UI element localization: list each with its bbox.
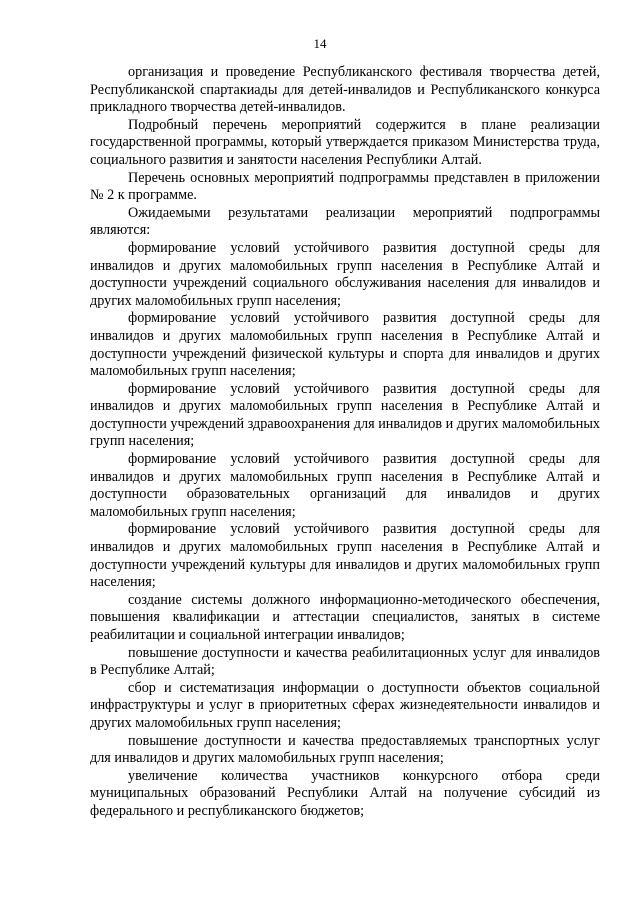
paragraph-festival-events: организация и проведение Республиканского фестиваля творчества детей, Республиканской спартакиады для детей-инвалидов и Республиканского конкурса прикладного творчества детей-инвалидов. <box>90 64 600 116</box>
paragraph-detailed-list: Подробный перечень мероприятий содержится в плане реализации государственной программы, который утверждается приказом Министерства труда, социального развития и занятости населения Республики Алтай. <box>90 116 600 168</box>
paragraph-result-subsidies: увеличение количества участников конкурсного отбора среди муниципальных образований Республики Алтай на получение субсидий из федерального и республиканского бюджетов; <box>90 767 600 819</box>
paragraph-result-rehabilitation: повышение доступности и качества реабилитационных услуг для инвалидов в Республике Алтай; <box>90 644 600 679</box>
paragraph-result-transport: повышение доступности и качества предоставляемых транспортных услуг для инвалидов и других маломобильных групп населения; <box>90 732 600 767</box>
paragraph-main-activities-list: Перечень основных мероприятий подпрограммы представлен в приложении № 2 к программе. <box>90 169 600 204</box>
paragraph-result-education: формирование условий устойчивого развития доступной среды для инвалидов и других маломобильных групп населения в Республике Алтай и доступности образовательных организаций для инвалидов и других маломобильных групп населения; <box>90 451 600 520</box>
paragraph-result-healthcare: формирование условий устойчивого развития доступной среды для инвалидов и других маломобильных групп населения в Республике Алтай и доступности учреждений здравоохранения для инвалидов и других маломобильных групп населения; <box>90 380 600 450</box>
paragraph-result-methodical-support: создание системы должного информационно-методического обеспечения, повышения квалификации и аттестации специалистов, занятых в системе реабилитации и социальной интеграции инвалидов; <box>90 591 600 643</box>
page-number: 14 <box>313 36 327 51</box>
paragraph-result-social-services: формирование условий устойчивого развития доступной среды для инвалидов и других маломобильных групп населения в Республике Алтай и доступности учреждений социального обслуживания населения для инвалидов и других маломобильных групп населения; <box>90 239 600 309</box>
paragraph-result-sport: формирование условий устойчивого развития доступной среды для инвалидов и других маломобильных групп населения в Республике Алтай и доступности учреждений физической культуры и спорта для инвалидов и других маломобильных групп населения; <box>90 310 600 380</box>
paragraph-expected-results-intro: Ожидаемыми результатами реализации мероприятий подпрограммы являются: <box>90 204 600 239</box>
document-body <box>90 64 600 821</box>
paragraph-result-culture: формирование условий устойчивого развития доступной среды для инвалидов и других маломобильных групп населения в Республике Алтай и доступности учреждений культуры для инвалидов и других маломобильных групп населения; <box>90 521 600 591</box>
paragraph-result-accessibility-data: сбор и систематизация информации о доступности объектов социальной инфраструктуры и услуг в приоритетных сферах жизнедеятельности инвалидов и других маломобильных групп населения; <box>90 679 600 731</box>
